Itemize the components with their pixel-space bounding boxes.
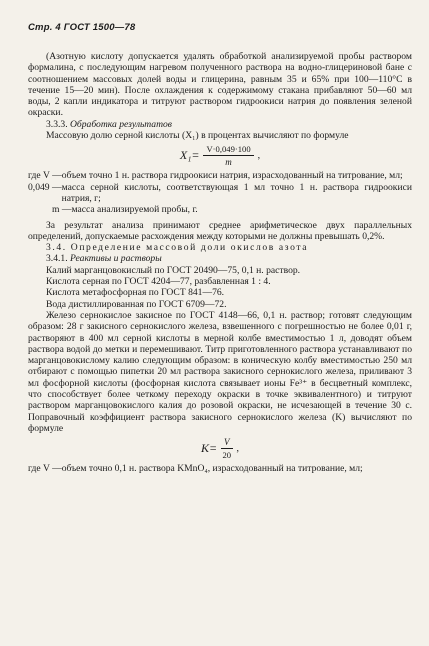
section-number: 3.4.1. xyxy=(46,253,68,265)
definition-m xyxy=(28,204,412,215)
formula-tail: , xyxy=(257,150,261,162)
formula-denominator: 20 xyxy=(222,450,232,461)
definition-v xyxy=(28,170,412,181)
reagent-3: Кислота метафосфорная по ГОСТ 841—76. xyxy=(46,287,225,299)
definition-label: где V — xyxy=(28,170,62,182)
document-page xyxy=(28,22,412,475)
formula-fraction xyxy=(203,144,253,167)
definition-label: m — xyxy=(52,204,72,216)
definition-text: масса анализируемой пробы, г. xyxy=(71,204,198,216)
definition-text: масса серной кислоты, соответствующая 1 мл точно 1 н. раствора гидроокиси натрия, г; xyxy=(61,181,412,204)
formula-numerator: V·0,049·100 xyxy=(203,144,253,156)
section-title: Реактивы и растворы xyxy=(70,253,162,265)
formula-lhs: X₁= xyxy=(179,148,200,163)
formula-lhs: K= xyxy=(200,441,218,456)
paragraph-result: За результат анализа принимают среднее арифметическое двух параллельных определений, допускаемые расхождения между которыми не должны превышать 0,2%. xyxy=(28,219,412,242)
section-3-4-1 xyxy=(28,253,412,264)
section-number: 3.3.3. xyxy=(46,118,68,130)
formula-tail: , xyxy=(236,443,240,455)
reagent-1: Калий марганцовокислый по ГОСТ 20490—75, 0,1 н. раствор. xyxy=(46,264,301,276)
page-header: Стр. 4 ГОСТ 1500—78 xyxy=(28,22,136,33)
reagent-2: Кислота серная по ГОСТ 4204—77, разбавленная 1 : 4. xyxy=(46,276,271,288)
definition-text: объем точно 1 н. раствора гидроокиси натрия, израсходованный на титрование, мл; xyxy=(61,170,403,182)
section-3-3-3 xyxy=(28,119,412,130)
formula-numerator: V xyxy=(221,437,233,449)
definition-0049 xyxy=(28,182,412,205)
formula-denominator: m xyxy=(225,157,232,168)
definition-text: объем точно 0,1 н. раствора KMnO₄, израсходованный на титрование, мл; xyxy=(61,463,363,475)
paragraph-mass-fraction: Массовую долю серной кислоты (X₁) в процентах вычисляют по формуле xyxy=(46,130,349,142)
formula-k xyxy=(28,437,412,460)
formula-fraction xyxy=(221,437,233,460)
section-3-4: 3.4. Определение массовой доли окислов азота xyxy=(46,242,309,254)
definition-label: 0,049 — xyxy=(28,181,62,193)
definition-label: где V — xyxy=(28,463,62,475)
paragraph-nitric-acid-note: (Азотную кислоту допускается удалять обработкой анализируемой пробы раствором формалина, с последующим нагревом полученного раствора на водно-глицериновой бане с соотношением массовых долей воды и глицерина, равным 35 и 65% при 100—110°С в течение 15—20 мин). После охлаждения к содержимому стакана прибавляют 50—60 мл воды, 2 капли индикатора и титруют раствором гидроокиси натрия до появления зеленой окраски. xyxy=(28,51,412,119)
reagent-4: Вода дистиллированная по ГОСТ 6709—72. xyxy=(46,298,227,310)
formula-x1 xyxy=(28,144,412,167)
section-title: Обработка результатов xyxy=(70,118,172,130)
definition-v-kmno4 xyxy=(28,463,412,474)
paragraph-iron-sulfate: Железо сернокислое закисное по ГОСТ 4148—66, 0,1 н. раствор; готовят следующим образом: 28 г закисного сернокислого железа, взвешенного с погрешностью не более 0,01 г, растворяют в 400 мл серной кислоты в мерной колбе вместимостью 1 л, доводят объем раствора водой до метки и перемешивают. Титр приготовленного раствора устанавливают по марганцовокислому калию следующим образом: в коническую колбу вместимостью 250 мл отбирают с помощью пипетки 20 мл раствора закисного сернокислого железа, приливают 3 мл фосфорной кислоты (фосфорная кислота связывает ионы Fe³⁺ в бесцветный комплекс, что способствует более четкому переходу окраски в точке эквивалентного) и титруют раствором марганцовокислого калия до розовой окраски, не исчезающей в течение 30 с. Поправочный коэффициент раствора закисного сернокислого железа (K) вычисляют по формуле xyxy=(28,309,412,434)
